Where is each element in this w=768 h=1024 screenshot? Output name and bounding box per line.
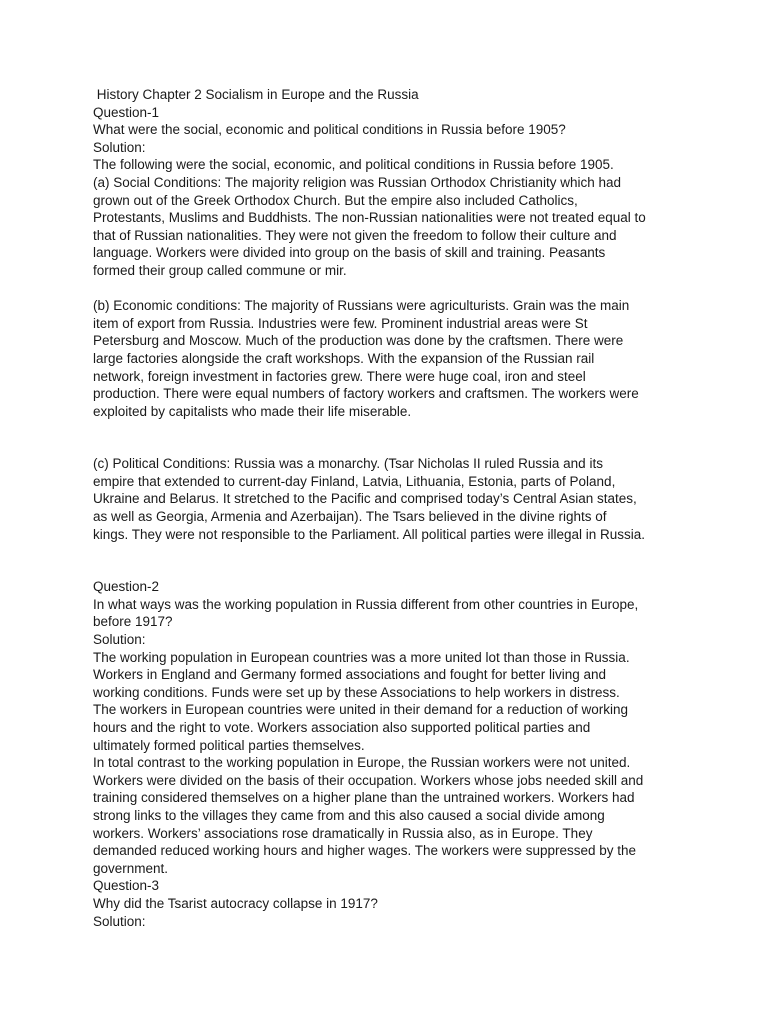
paragraph-line: Workers were divided on the basis of their occupation. Workers whose jobs needed skill and [93, 772, 644, 788]
economic-conditions-paragraph [93, 297, 693, 420]
paragraph-line: Workers in England and Germany formed associations and fought for better living and [93, 667, 607, 683]
question-3-label: Question-3 [93, 878, 160, 894]
paragraph-line: formed their group called commune or mir. [93, 262, 347, 278]
paragraph-line: ultimately formed political parties themselves. [93, 737, 365, 753]
paragraph-line: hours and the right to vote. Workers association also supported political parties and [93, 720, 591, 735]
question-2-label: Question-2 [93, 579, 160, 595]
paragraph-line: strong links to the villages they came from and this also caused a social divide among [93, 807, 605, 823]
paragraph-line: government. [93, 860, 169, 876]
paragraph-line: production. There were equal numbers of factory workers and craftsmen. The workers were [93, 386, 639, 402]
paragraph-line: that of Russian nationalities. They were not given the freedom to follow their culture and [93, 227, 617, 243]
paragraph-line: language. Workers were divided into group on the basis of skill and training. Peasants [93, 245, 606, 261]
paragraph-line: Ukraine and Belarus. It stretched to the Pacific and comprised today’s Central Asian states, [93, 491, 637, 507]
question-2-text [93, 596, 693, 631]
question-2-answer [93, 649, 693, 878]
paragraph-line: The workers in European countries were united in their demand for a reduction of working [93, 702, 629, 718]
paragraph-line: (b) Economic conditions: The majority of Russians were agriculturists. Grain was the main [93, 298, 630, 314]
question-1-label: Question-1 [93, 104, 160, 120]
paragraph-line: (a) Social Conditions: The majority religion was Russian Orthodox Christianity which had [93, 174, 621, 190]
paragraph-line: Petersburg and Moscow. Much of the production was done by the craftsmen. There were [93, 333, 624, 349]
question-3-solution-label: Solution: [93, 913, 146, 929]
paragraph-line: (c) Political Conditions: Russia was a monarchy. (Tsar Nicholas II ruled Russia and its [93, 456, 603, 472]
paragraph-line: Protestants, Muslims and Buddhists. The non-Russian nationalities were not treated equal to [93, 210, 646, 226]
paragraph-line: kings. They were not responsible to the Parliament. All political parties were illegal in Russia. [93, 526, 646, 542]
paragraph-line: training considered themselves on a higher plane than the untrained workers. Workers had [93, 790, 635, 806]
question-1-text: What were the social, economic and political conditions in Russia before 1905? [93, 122, 566, 138]
paragraph-line: The working population in European countries was a more united lot than those in Russia. [93, 649, 630, 665]
document-page [93, 86, 693, 930]
question-line: before 1917? [93, 614, 173, 630]
paragraph-line: working conditions. Funds were set up by these Associations to help workers in distress. [93, 684, 620, 700]
paragraph-line: large factories alongside the craft workshops. With the expansion of the Russian rail [93, 350, 595, 366]
paragraph-line: network, foreign investment in factories grew. There were huge coal, iron and steel [93, 368, 586, 384]
question-line: In what ways was the working population in Russia different from other countries in Europe, [93, 596, 639, 612]
document-title: History Chapter 2 Socialism in Europe and the Russia [93, 87, 419, 102]
paragraph-line: workers. Workers’ associations rose dramatically in Russia also, as in Europe. They [93, 825, 593, 841]
paragraph-line: empire that extended to current-day Finland, Latvia, Lithuania, Estonia, parts of Poland, [93, 473, 616, 489]
paragraph-line: exploited by capitalists who made their life miserable. [93, 403, 412, 419]
social-conditions-paragraph [93, 174, 693, 280]
paragraph-line: grown out of the Greek Orthodox Church. But the empire also included Catholics, [93, 192, 578, 208]
question-1-solution-label: Solution: [93, 139, 146, 155]
political-conditions-paragraph [93, 455, 693, 543]
paragraph-line: In total contrast to the working population in Europe, the Russian workers were not united. [93, 755, 631, 771]
question-1-intro: The following were the social, economic, and political conditions in Russia before 1905. [93, 157, 614, 173]
question-3-text: Why did the Tsarist autocracy collapse in 1917? [93, 895, 378, 911]
paragraph-line: demanded reduced working hours and higher wages. The workers were suppressed by the [93, 843, 637, 859]
question-2-solution-label: Solution: [93, 632, 146, 648]
paragraph-line: as well as Georgia, Armenia and Azerbaijan). The Tsars believed in the divine rights of [93, 509, 607, 525]
paragraph-line: item of export from Russia. Industries were few. Prominent industrial areas were St [93, 315, 588, 331]
